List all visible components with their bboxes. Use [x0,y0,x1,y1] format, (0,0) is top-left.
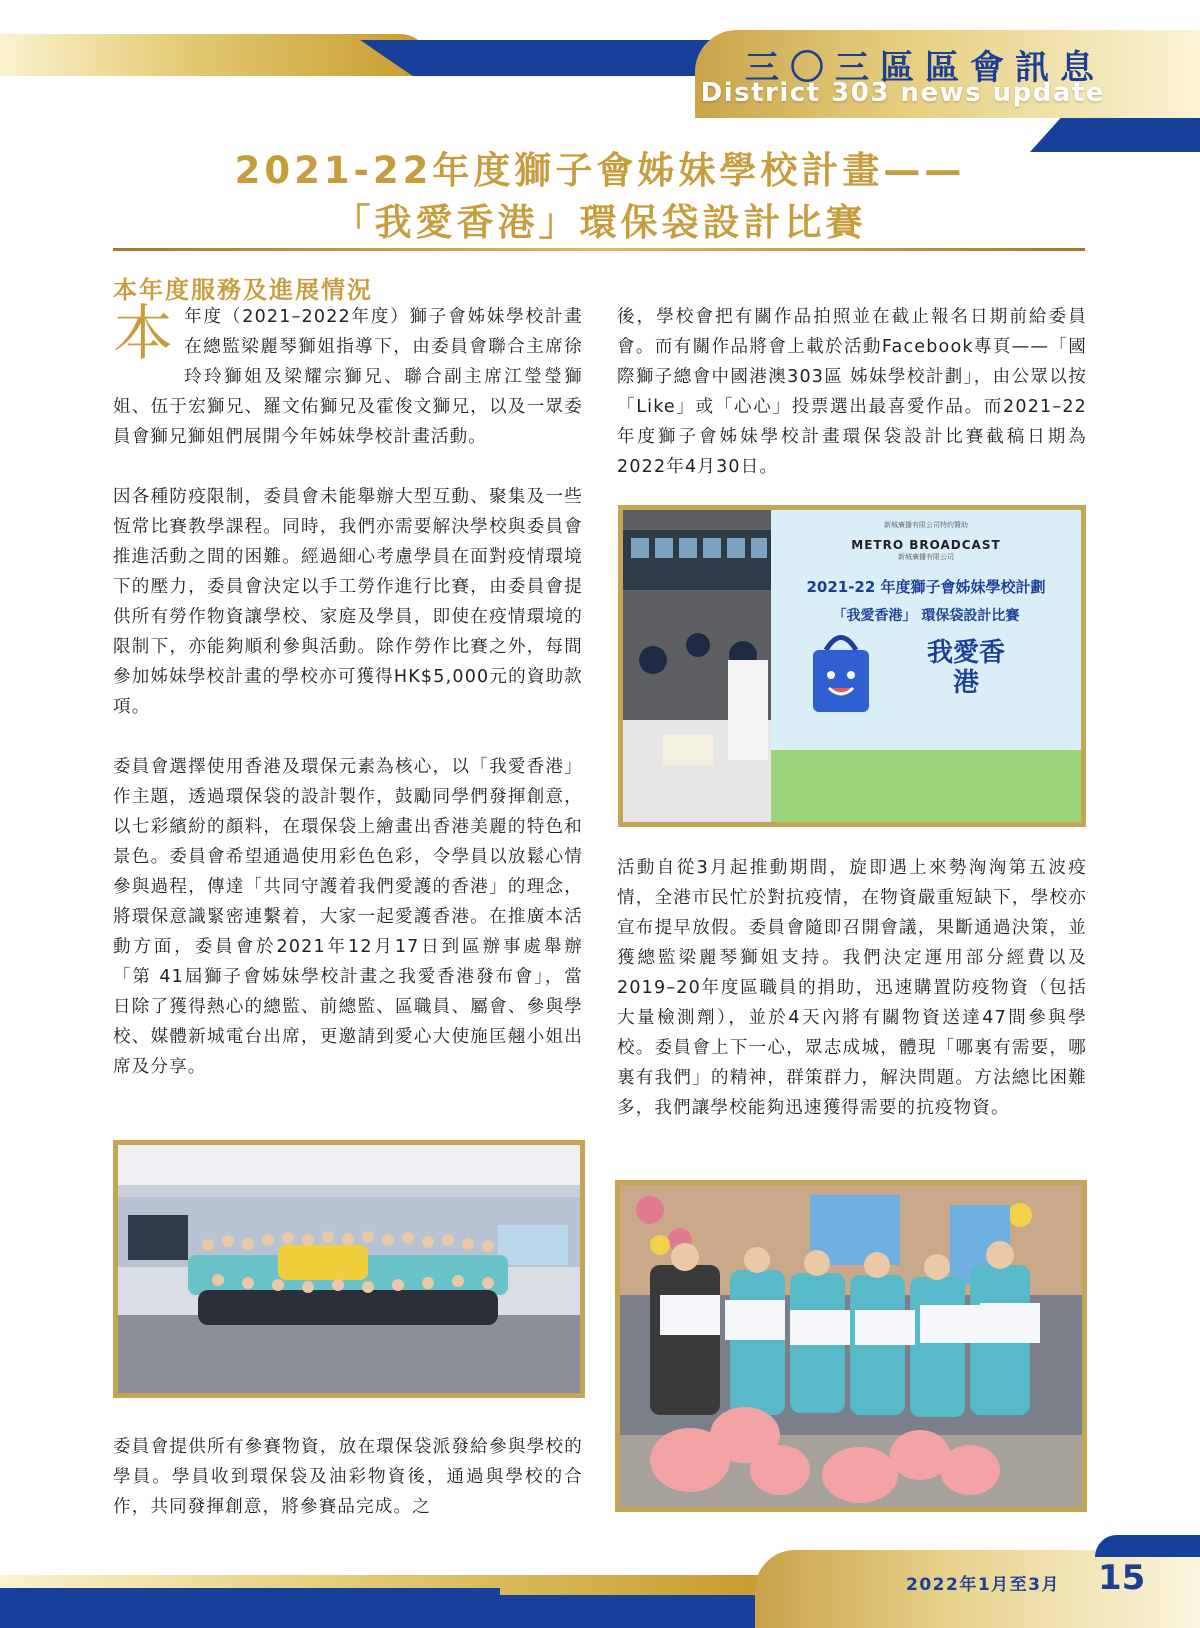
article-title [110,145,1090,249]
poster-slogan: 我愛香港 [926,638,1005,698]
poster-line1: 2021-22 年度獅子會姊妹學校計劃 [806,578,1046,596]
paragraph [113,299,583,452]
footer-blue-band-mid [330,1595,770,1628]
page-number: 15 [1098,1558,1146,1598]
photo-students-and-poster [618,505,1086,827]
poster-sponsor-note: 新城廣播有限公司特約贊助 [884,521,968,529]
section-heading: 本年度服務及進展情況 [113,276,373,304]
drop-cap: 本 [113,299,175,369]
contest-poster [771,510,1081,822]
right-column-top [617,302,1087,482]
right-column-middle [617,853,1087,1123]
paragraph: 委員會提供所有參賽物資，放在環保袋派發給參與學校的學員。學員收到環保袋及油彩物資後，通過與學校的合作，共同發揮創意，將參賽品完成。之 [113,1437,583,1517]
paragraph-text: 年度（2021–2022年度）獅子會姊妹學校計畫在總監梁麗琴獅姐指導下，由委員會聯合主席徐玲玲獅姐及梁耀宗獅兄、聯合副主席江瑩瑩獅姐、伍于宏獅兄、羅文佑獅兄及霍俊文獅兄，以及一眾委員會獅兄獅姐們展開今年姊妹學校計畫活動。 [113,307,583,447]
paragraph: 活動自從3月起推動期間，旋即遇上來勢洶洶第五波疫情，全港市民忙於對抗疫情，在物資嚴重短缺下，學校亦宣布提早放假。委員會隨即召開會議，果斷通過決策，並獲總監梁麗琴獅姐支持。我們決定運用部分經費以及2019–20年度區職員的捐助，迅速購置防疫物資（包括大量檢測劑），並於4天內將有關物資送達47間參與學校。委員會上下一心，眾志成城，體現「哪裏有需要，哪裏有我們」的精神，群策群力，解決問題。方法總比困難多，我們讓學校能夠迅速獲得需要的抗疫物資。 [617,858,1087,1118]
poster-tote-bag-illustration [801,620,881,720]
paragraph: 因各種防疫限制，委員會未能舉辦大型互動、聚集及一些恆常比賽教學課程。同時，我們亦需要解決學校與委員會推進活動之間的困難。經過細心考慮學員在面對疫情環境下的壓力，委員會決定以手工勞作進行比賽，由委員會提供所有勞作物資讓學校、家庭及學員，即使在疫情環境的限制下，亦能夠順利參與活動。除作勞作比賽之外，每間參加姊妹學校計畫的學校亦可獲得HK$5,000元的資助款項。 [113,487,583,717]
poster-brand: METRO BROADCAST [851,538,1001,552]
article-title-line1: 2021-22年度獅子會姊妹學校計畫—— [234,149,966,192]
paragraph: 後，學校會把有關作品拍照並在截止報名日期前給委員會。而有關作品將會上載於活動Facebook專頁——「國際獅子總會中國港澳303區 姊妹學校計劃」，由公眾以按「Like」或「心心」投票選出最喜愛作品。而2021–22年度獅子會姊妹學校計畫環保袋設計比賽截稿日期為2022年4月30日。 [617,307,1087,477]
photo-supplies-distribution [615,1180,1087,1512]
footer-blue-band-right [1095,1535,1200,1557]
article-title-line2: 「我愛香港」環保袋設計比賽 [333,201,867,244]
title-divider [113,248,1085,251]
header-title-en: District 303 news update [700,78,1105,108]
header-title-zh: 三〇三區區會訊息 [745,48,1105,88]
poster-line2: 「我愛香港」 環保袋設計比賽 [832,608,1020,624]
left-column-top [113,299,583,1082]
issue-date: 2022年1月至3月 [906,1575,1060,1595]
paragraph: 委員會選擇使用香港及環保元素為核心，以「我愛香港」作主題，透過環保袋的設計製作，鼓勵同學們發揮創意，以七彩繽紛的顏料，在環保袋上繪畫出香港美麗的特色和景色。委員會希望通過使用彩色色彩，令學員以放鬆心情參與過程，傳達「共同守護着我們愛護的香港」的理念，將環保意識緊密連繫着，大家一起愛護香港。在推廣本活動方面，委員會於2021年12月17日到區辦事處舉辦「第 41屆獅子會姊妹學校計畫之我愛香港發布會」，當日除了獲得熱心的總監、前總監、區職員、屬會、參與學校、媒體新城電台出席，更邀請到愛心大使施匡翹小姐出席及分享。 [113,757,583,1077]
photo-group-launch-event [113,1140,585,1398]
left-column-bottom [113,1432,583,1522]
poster-brand-sub: 新城廣播有限公司 [898,553,954,561]
